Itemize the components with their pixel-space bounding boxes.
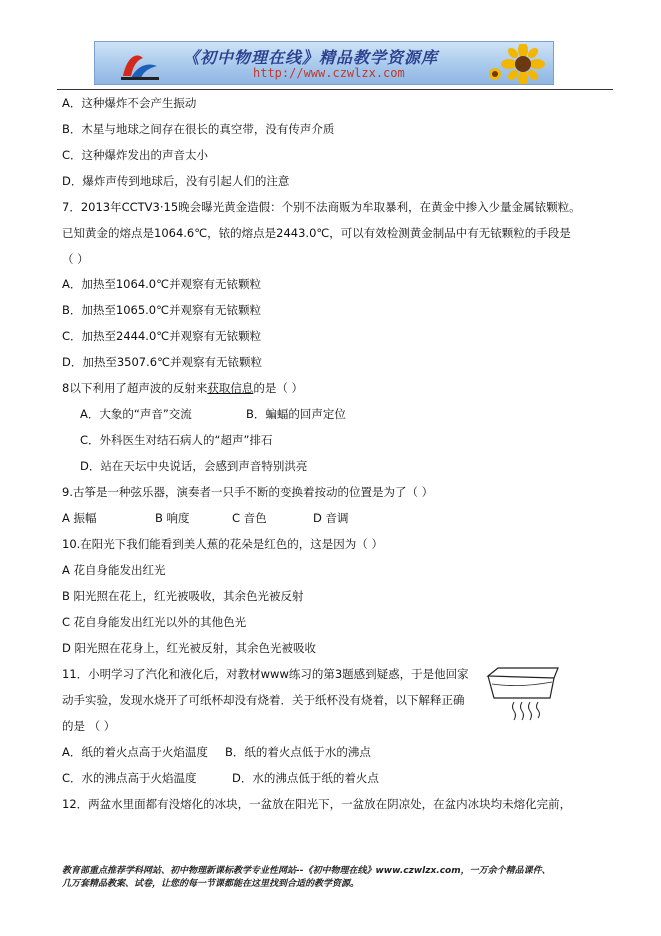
q8-option-b: B．蝙蝠的回声定位 [246,407,346,421]
q11-option-a: A．纸的着火点高于火焰温度 [62,745,208,759]
banner-title: 《初中物理在线》精品教学资源库 [183,48,439,67]
q10-option-b: B 阳光照在花上，红光被吸收，其余色光被反射 [62,589,304,603]
q9-option-c: C 音色 [232,511,267,525]
q10-option-c: C 花自身能发出红光以外的其他色光 [62,615,247,629]
text-line: A．加热至1064.0℃并观察有无铱颗粒 [62,277,262,291]
text-line: B．加热至1065.0℃并观察有无铱颗粒 [62,303,262,317]
q8-underlined: 获取信息 [207,381,254,395]
question-8-stem [62,381,303,395]
question-11-stem-1: 11．小明学习了汽化和液化后，对教材www练习的第3题感到疑惑，于是他回家 [62,667,469,681]
q8-prefix: 8以下利用了超声波的反射来 [62,381,208,395]
q8-option-a: A．大象的“声音”交流 [80,407,192,421]
sunflower-icon [485,44,547,84]
text-line: C．这种爆炸发出的声音太小 [62,148,209,162]
text-line: D．爆炸声传到地球后，没有引起人们的注意 [62,174,290,188]
paper-cup-figure [484,664,562,724]
q10-option-a: A 花自身能发出红光 [62,563,166,577]
q8-suffix: 的是（ ） [253,381,303,395]
q10-option-d: D 阳光照在花身上，红光被反射，其余色光被吸收 [62,641,317,655]
q11-option-c: C．水的沸点高于火焰温度 [62,771,197,785]
text-line: B．木星与地球之间存在很长的真空带，没有传声介质 [62,122,335,136]
text-line: C．加热至2444.0℃并观察有无铱颗粒 [62,329,262,343]
header-divider [57,89,613,90]
footer-line-1: 教育部重点推荐学科网站、初中物理新课标教学专业性网站--《初中物理在线》www.czwlzx.com，一万余个精品课件、 [62,866,551,876]
logo-icon [117,48,163,82]
header-banner [94,41,554,85]
question-10-stem: 10.在阳光下我们能看到美人蕉的花朵是红色的，这是因为（ ） [62,537,383,551]
text-line: （ ） [62,252,89,266]
q9-option-b: B 响度 [155,511,190,525]
q8-option-c: C．外科医生对结石病人的“超声”排石 [80,433,273,447]
text-line: A．这种爆炸不会产生振动 [62,96,197,110]
question-9-stem: 9.古筝是一种弦乐器，演奏者一只手不断的变换着按动的位置是为了（ ） [62,485,434,499]
question-11-stem-2: 动手实验，发现水烧开了可纸杯却没有烧着．关于纸杯没有烧着，以下解释正确 [62,693,465,707]
question-11-stem-3: 的是 （ ） [62,719,116,733]
q9-option-d: D 音调 [313,511,349,525]
text-line: 7．2013年CCTV3·15晚会曝光黄金造假：个别不法商贩为牟取暴利，在黄金中掺入少量金属铱颗粒。 [62,200,581,214]
question-12-stem: 12．两盆水里面都有没熔化的冰块，一盆放在阳光下，一盆放在阴凉处，在盆内冰块均未熔化完前， [62,797,572,811]
q11-option-d: D．水的沸点低于纸的着火点 [232,771,379,785]
banner-url: http://www.czwlzx.com [253,66,405,80]
q8-option-d: D．站在天坛中央说话，会感到声音特别洪亮 [80,459,308,473]
text-line: D．加热至3507.6℃并观察有无铱颗粒 [62,355,263,369]
q9-option-a: A 振幅 [62,511,97,525]
footer-line-2: 几万套精品教案、试卷，让您的每一节课都能在这里找到合适的教学资源。 [62,879,360,889]
q11-option-b: B．纸的着火点低于水的沸点 [225,745,371,759]
text-line: 已知黄金的熔点是1064.6℃，铱的熔点是2443.0℃，可以有效检测黄金制品中有无铱颗粒的手段是 [62,226,571,240]
